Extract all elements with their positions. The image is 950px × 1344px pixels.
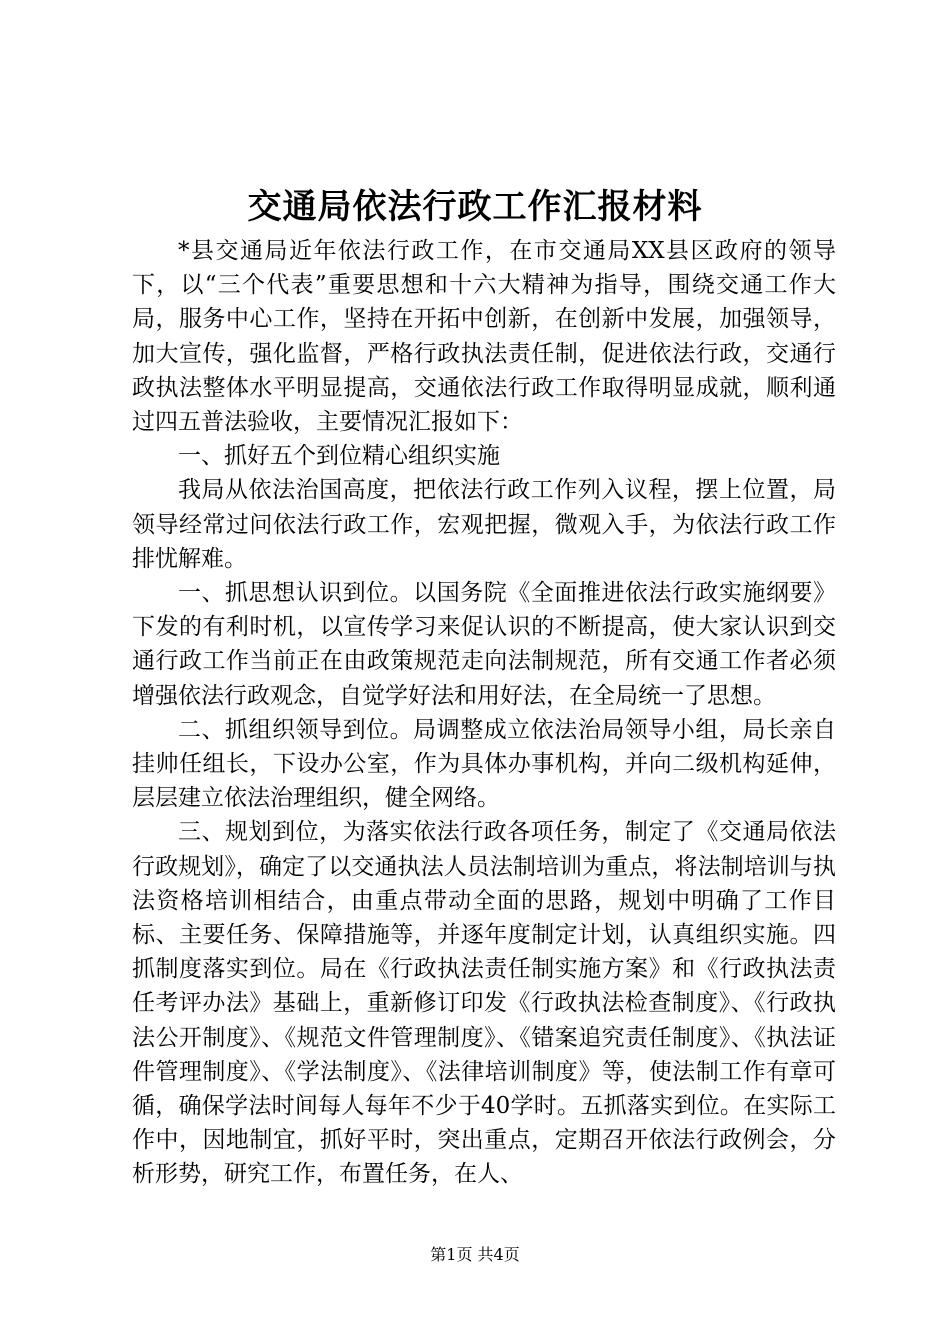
body-paragraph: 我局从依法治国高度，把依法行政工作列入议程，摆上位置，局领导经常过问依法行政工作，宏观把握，微观入手，为依法行政工作排忧解难。 xyxy=(132,477,836,572)
body-paragraph: 三、规划到位，为落实依法行政各项任务，制定了《交通局依法行政规划》，确定了以交通执法人员法制培训为重点，将法制培训与执法资格培训相结合，由重点带动全面的思路，规划中明确了工作目标、主要任务、保障措施等，并逐年度制定计划，认真组织实施。四抓制度落实到位。局在《行政执法责任制实施方案》和《行政执法责任考评办法》基础上，重新修订印发《行政执法检查制度》、《行政执法公开制度》、《规范文件管理制度》、《错案追究责任制度》、《执法证件管理制度》、《学法制度》、《法律培训制度》等，使法制工作有章可循，确保学法时间每人每年不少于40学时。五抓落实到位。在实际工作中，因地制宜，抓好平时，突出重点，定期召开依法行政例会，分析形势，研究工作，布置任务，在人、 xyxy=(132,819,836,1188)
body-paragraph: 二、抓组织领导到位。局调整成立依法治局领导小组，局长亲自挂帅任组长，下设办公室，作为具体办事机构，并向二级机构延伸，层层建立依法治理组织，健全网络。 xyxy=(132,716,836,812)
document-title: 交通局依法行政工作汇报材料 xyxy=(247,187,703,227)
page-number-footer: 第1页 共4页 xyxy=(430,1245,520,1264)
section-heading: 一、抓好五个到位精心组织实施 xyxy=(178,443,500,470)
intro-paragraph: *县交通局近年依法行政工作，在市交通局XX县区政府的领导下，以“三个代表”重要思想和十六大精神为指导，围绕交通工作大局，服务中心工作，坚持在开拓中创新，在创新中发展，加强领导，加大宣传，强化监督，严格行政执法责任制，促进依法行政，交通行政执法整体水平明显提高，交通依法行政工作取得明显成就，顺利通过四五普法验收，主要情况汇报如下： xyxy=(132,238,836,436)
document-body xyxy=(132,234,836,1192)
body-paragraph: 一、抓思想认识到位。以国务院《全面推进依法行政实施纲要》下发的有利时机，以宣传学习来促认识的不断提高，使大家认识到交通行政工作当前正在由政策规范走向法制规范，所有交通工作者必须增强依法行政观念，自觉学好法和用好法，在全局统一了思想。 xyxy=(132,580,836,709)
